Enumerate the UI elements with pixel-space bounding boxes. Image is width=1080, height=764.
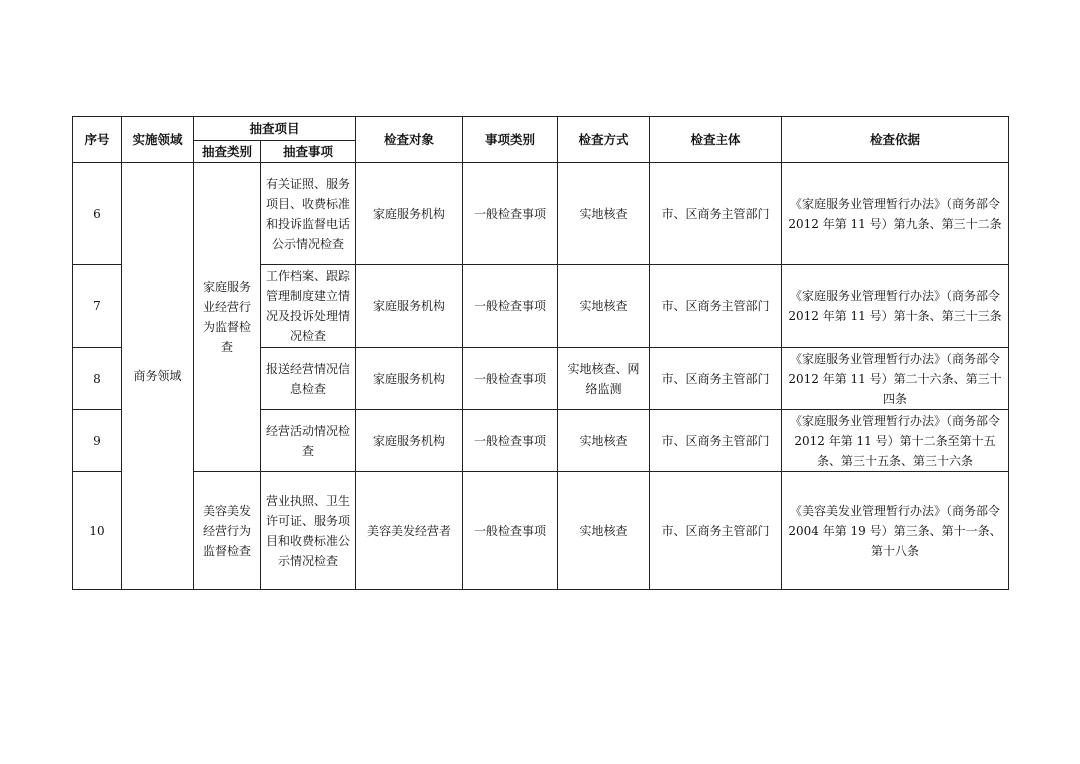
header-matter-type: 事项类别 (463, 117, 558, 163)
seq-cell: 9 (73, 410, 122, 472)
header-check-category: 抽查类别 (194, 141, 261, 163)
basis-text: 《家庭服务业管理暂行办法》（商务部令 2012 年第 11 号）第二十六条、第三十四条 (788, 351, 1002, 406)
basis-cell (782, 410, 1009, 472)
matter-text: 有关证照、服务项目、收费标准和投诉监督电话公示情况检查 (266, 176, 351, 251)
header-method: 检查方式 (558, 117, 650, 163)
subject-cell: 市、区商务主管部门 (650, 410, 782, 472)
basis-text: 《家庭服务业管理暂行办法》（商务部令 2012 年第 11 号）第九条、第三十二条 (788, 196, 1002, 231)
table-row (73, 472, 1009, 590)
header-target: 检查对象 (356, 117, 463, 163)
type-cell: 一般检查事项 (463, 472, 558, 590)
seq-cell: 8 (73, 348, 122, 410)
header-basis: 检查依据 (782, 117, 1009, 163)
header-seq: 序号 (73, 117, 122, 163)
seq-cell: 10 (73, 472, 122, 590)
category-text: 家庭服务业经营行为监督检查 (202, 280, 251, 354)
method-text: 实地核查、网络监测 (567, 361, 640, 396)
header-check-matter: 抽查事项 (261, 141, 356, 163)
target-cell: 家庭服务机构 (356, 265, 463, 348)
type-cell: 一般检查事项 (463, 348, 558, 410)
basis-cell (782, 348, 1009, 410)
inspection-table (72, 116, 1009, 590)
basis-cell (782, 163, 1009, 265)
subject-cell: 市、区商务主管部门 (650, 472, 782, 590)
matter-text: 经营活动情况检查 (266, 423, 351, 458)
domain-cell: 商务领域 (122, 163, 194, 590)
header-check-item: 抽查项目 (194, 117, 356, 141)
method-text: 实地核查 (579, 299, 628, 313)
method-cell (558, 348, 650, 410)
method-cell (558, 163, 650, 265)
subject-cell: 市、区商务主管部门 (650, 163, 782, 265)
basis-cell (782, 472, 1009, 590)
method-text: 实地核查 (579, 433, 628, 448)
category-text: 美容美发经营行为监督检查 (202, 503, 251, 558)
subject-cell: 市、区商务主管部门 (650, 265, 782, 348)
matter-cell (261, 265, 356, 348)
category-cell (194, 472, 261, 590)
header-row-1 (73, 117, 1009, 141)
target-cell: 美容美发经营者 (356, 472, 463, 590)
target-cell: 家庭服务机构 (356, 348, 463, 410)
type-cell: 一般检查事项 (463, 410, 558, 472)
table-row (73, 163, 1009, 265)
matter-text: 报送经营情况信息检查 (266, 361, 351, 396)
matter-cell (261, 163, 356, 265)
method-cell (558, 472, 650, 590)
seq-cell: 7 (73, 265, 122, 348)
matter-text: 营业执照、卫生许可证、服务项目和收费标准公示情况检查 (266, 493, 351, 568)
matter-cell (261, 410, 356, 472)
type-cell: 一般检查事项 (463, 163, 558, 265)
method-cell (558, 410, 650, 472)
basis-cell (782, 265, 1009, 348)
subject-cell: 市、区商务主管部门 (650, 348, 782, 410)
matter-cell (261, 348, 356, 410)
header-domain: 实施领域 (122, 117, 194, 163)
matter-cell (261, 472, 356, 590)
category-cell (194, 163, 261, 472)
header-subject: 检查主体 (650, 117, 782, 163)
seq-cell: 6 (73, 163, 122, 265)
basis-text: 《家庭服务业管理暂行办法》（商务部令 2012 年第 11 号）第十二条至第十五条、第三十五条、第三十六条 (790, 413, 1001, 468)
target-cell: 家庭服务机构 (356, 163, 463, 265)
method-text: 实地核查 (579, 206, 628, 221)
method-text: 实地核查 (579, 523, 628, 538)
type-cell: 一般检查事项 (463, 265, 558, 348)
basis-text: 《家庭服务业管理暂行办法》（商务部令 2012 年第 11 号）第十条、第三十三条 (788, 289, 1002, 323)
target-cell: 家庭服务机构 (356, 410, 463, 472)
matter-text: 工作档案、跟踪管理制度建立情况及投诉处理情况检查 (266, 269, 351, 343)
basis-text: 《美容美发业管理暂行办法》（商务部令 2004 年第 19 号）第三条、第十一条、第十八条 (788, 503, 1002, 558)
method-cell (558, 265, 650, 348)
